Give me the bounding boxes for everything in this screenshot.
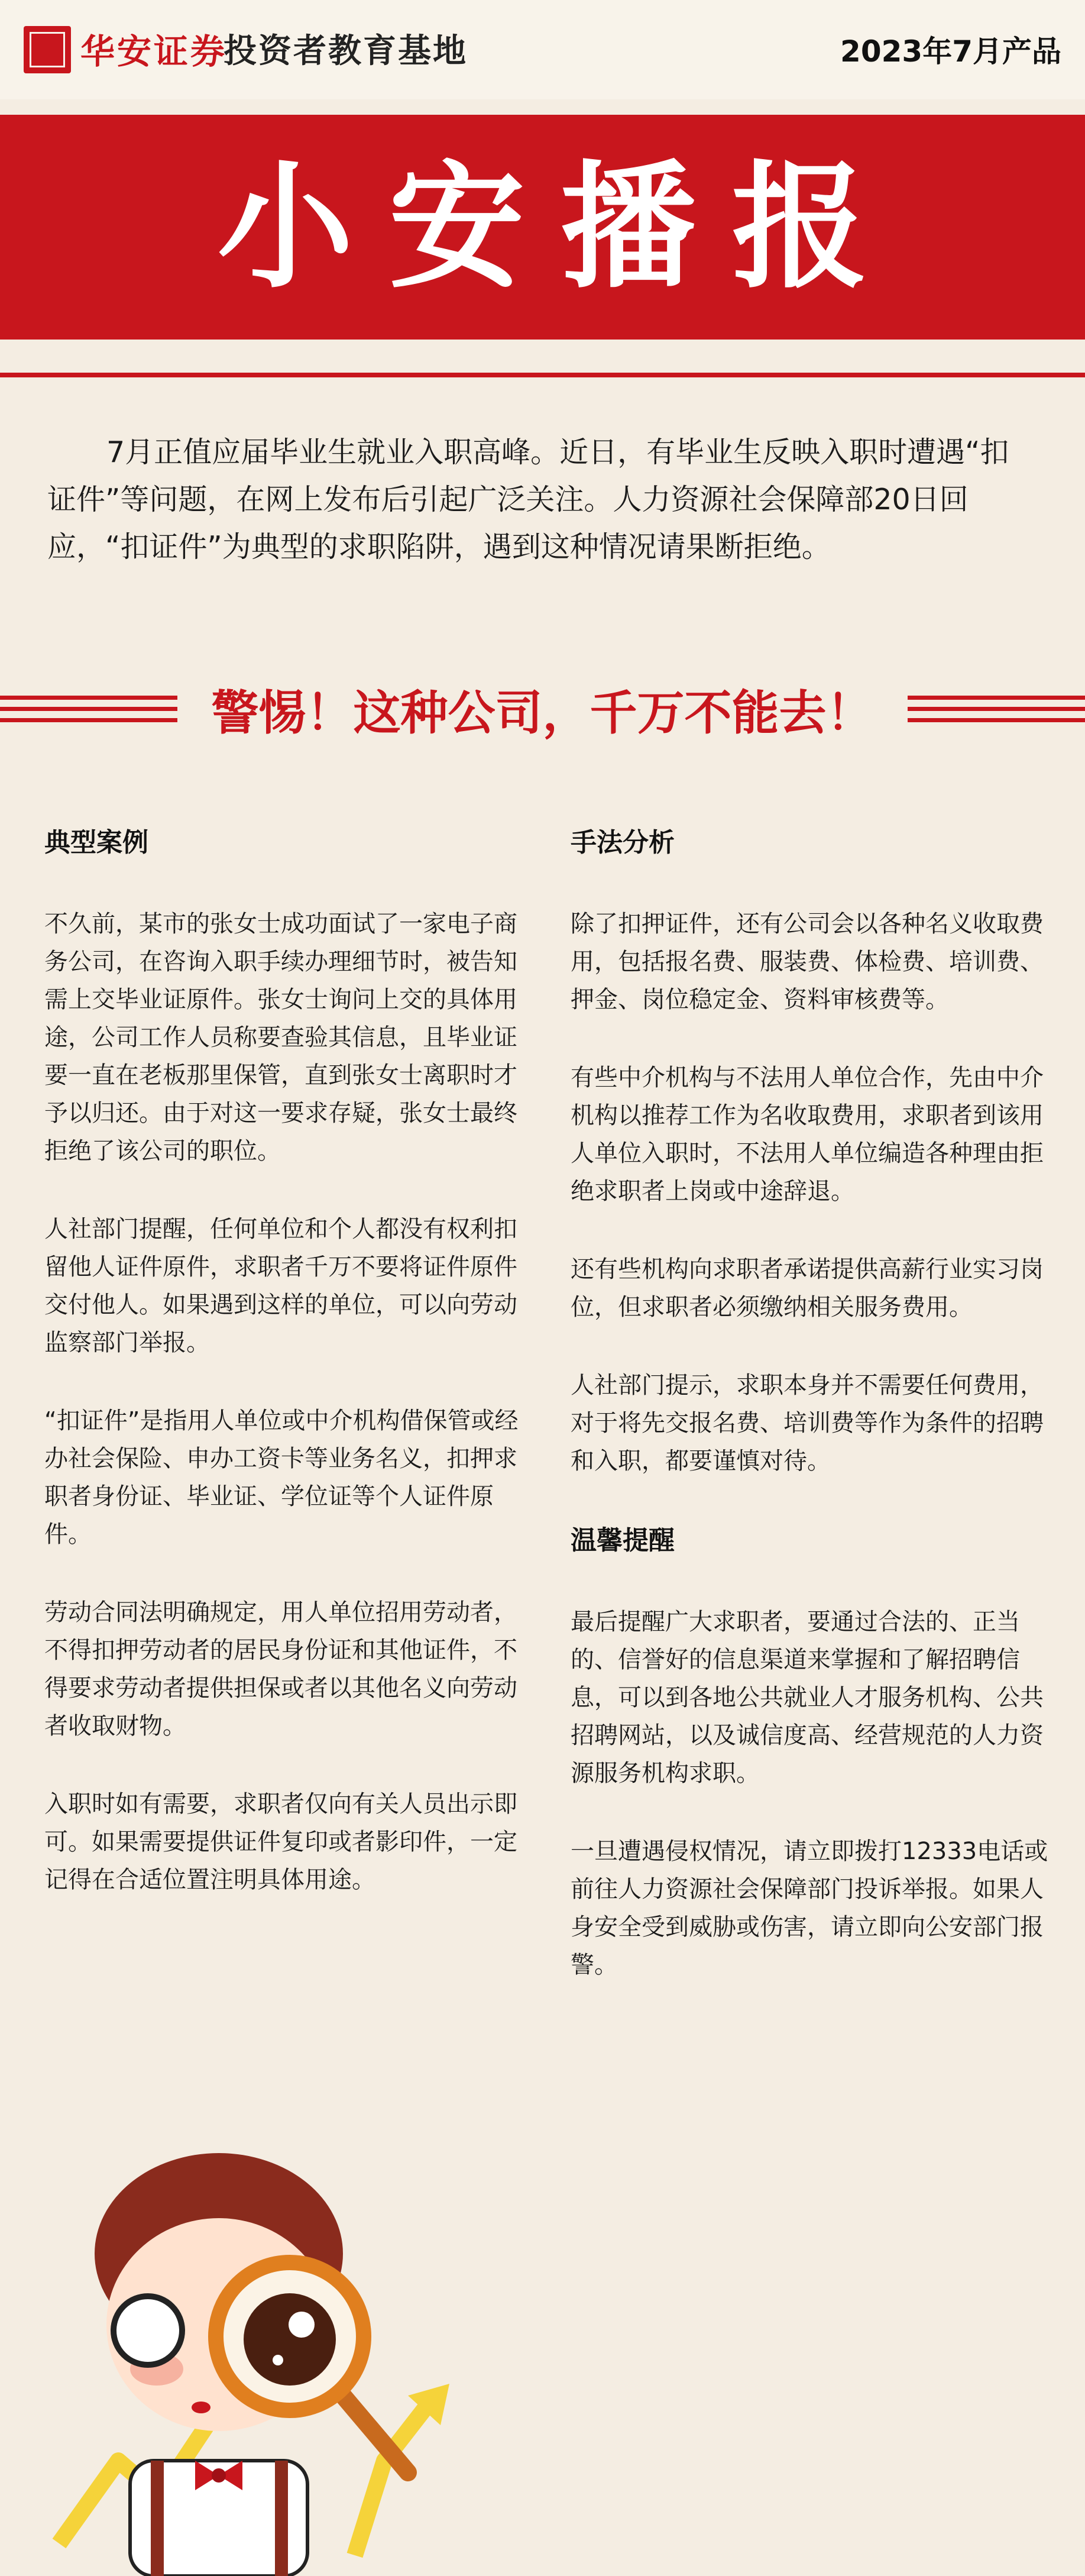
right-column [571,822,1055,2024]
warning-title: 警惕！这种公司，千万不能去！ [211,685,874,741]
tip-paragraph: 最后提醒广大求职者，要通过合法的、正当的、信誉好的信息渠道来掌握和了解招聘信息，可以到各地公共就业人才服务机构、公共招聘网站，以及诚信度高、经营规范的人力资源服务机构求职。 [571,1608,1044,1787]
case-paragraph: “扣证件”是指用人单位或中介机构借保管或经办社会保险、申办工资卡等业务名义，扣押求职者身份证、毕业证、学位证等个人证件原件。 [44,1407,519,1548]
decor-lines-right [908,696,1085,729]
section-title-tips: 温馨提醒 [571,1525,675,1556]
method-paragraph: 有些中介机构与不法用人单位合作，先由中介机构以推荐工作为名收取费用，求职者到该用人单位入职时，不法用人单位编造各种理由拒绝求职者上岗或中途辞退。 [571,1064,1044,1205]
section-title-cases: 典型案例 [44,828,148,858]
intro-paragraph: 7月正值应届毕业生就业入职高峰。近日，有毕业生反映入职时遭遇“扣证件”等问题，在网上发布后引起广泛关注。人力资源社会保障部20日回应，“扣证件”为典型的求职陷阱，遇到这种情况请果断拒绝。 [47,435,1009,564]
method-paragraph: 还有些机构向求职者承诺提供高薪行业实习岗位，但求职者必须缴纳相关服务费用。 [571,1256,1044,1321]
brand-name: 华安证券 [80,31,228,72]
tip-paragraph: 一旦遭遇侵权情况，请立即拨打12333电话或前往人力资源社会保障部门投诉举报。如果人身安全受到威胁或伤害，请立即向公安部门报警。 [571,1838,1048,1979]
case-paragraph: 人社部门提醒，任何单位和个人都没有权利扣留他人证件原件，求职者千万不要将证件原件交付他人。如果遇到这样的单位，可以向劳动监察部门举报。 [44,1216,517,1356]
left-column [44,822,529,1939]
page-title: 小安播报 [217,147,903,307]
section-title-methods: 手法分析 [571,828,675,858]
hero-banner [0,115,1085,340]
method-paragraph: 人社部门提示，求职本身并不需要任何费用，对于将先交报名费、培训费等作为条件的招聘和入职，都要谨慎对待。 [571,1372,1044,1475]
case-paragraph: 入职时如有需要，求职者仅向有关人员出示即可。如果需要提供证件复印或者影印件，一定记得在合适位置注明具体用途。 [44,1790,517,1893]
brand-subtitle: 投资者教育基地 [224,32,468,70]
mascot-magnifier-icon [24,2129,473,2576]
divider [0,373,1085,377]
case-paragraph: 不久前，某市的张女士成功面试了一家电子商务公司，在咨询入职手续办理细节时，被告知需上交毕业证原件。张女士询问上交的具体用途，公司工作人员称要查验其信息，且毕业证要一直在老板那里保管，直到张女士离职时才予以归还。由于对这一要求存疑，张女士最终拒绝了该公司的职位。 [44,910,517,1165]
case-paragraph: 劳动合同法明确规定，用人单位招用劳动者，不得扣押劳动者的居民身份证和其他证件，不得要求劳动者提供担保或者以其他名义向劳动者收取财物。 [44,1599,517,1740]
edition-label: 2023年7月产品 [840,34,1061,69]
seal-logo-icon [24,26,71,73]
header-bar [0,0,1085,99]
method-paragraph: 除了扣押证件，还有公司会以各种名义收取费用，包括报名费、服装费、体检费、培训费、押金、岗位稳定金、资料审核费等。 [571,910,1044,1013]
decor-lines-left [0,696,177,729]
